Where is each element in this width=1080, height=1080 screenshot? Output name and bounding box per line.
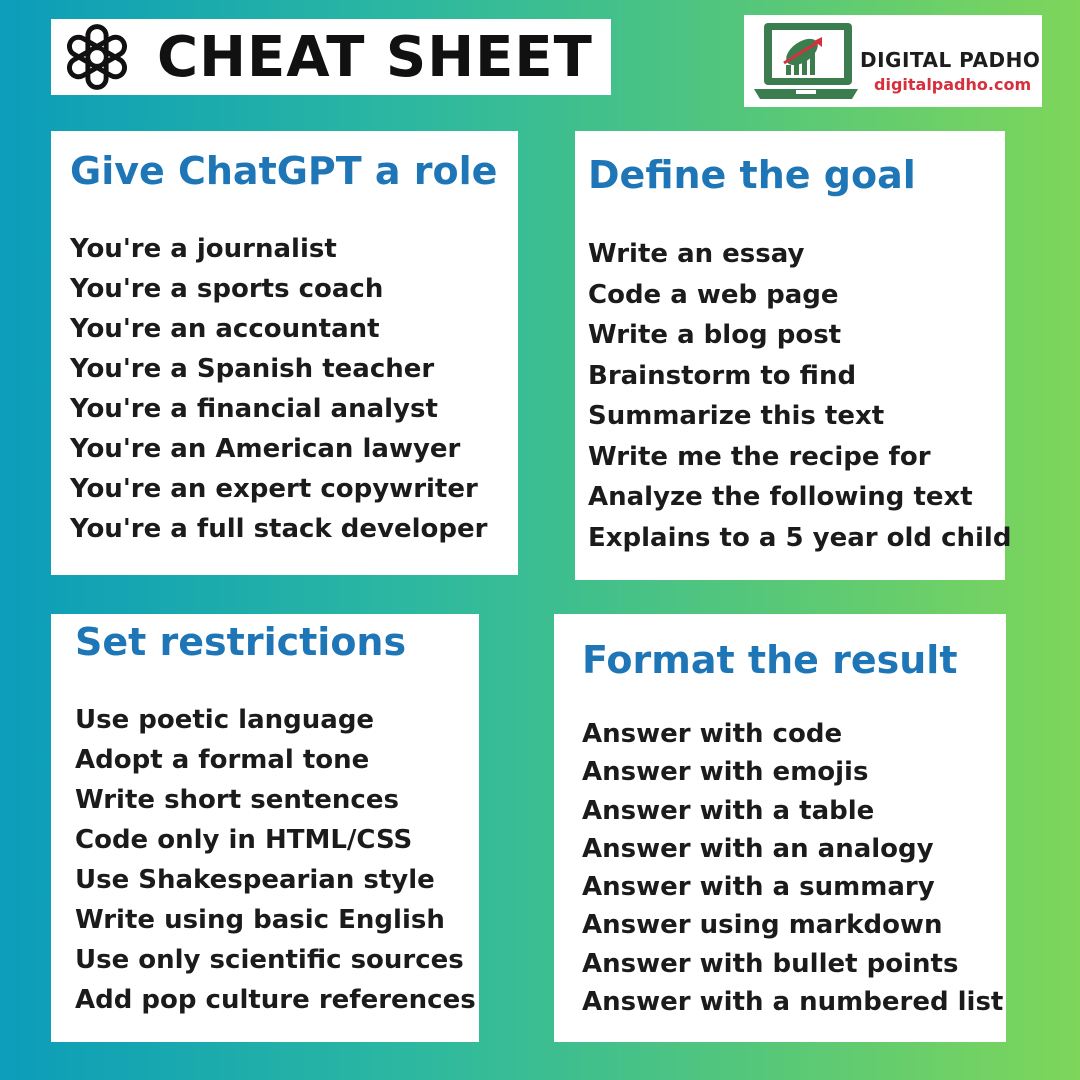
list-item: You're a Spanish teacher (70, 354, 435, 384)
list-item: Add pop culture references (75, 985, 476, 1015)
list-item: You're an expert copywriter (70, 474, 478, 504)
list-item: You're a financial analyst (70, 394, 438, 424)
list-item: Write a blog post (588, 320, 842, 350)
brand-badge (744, 15, 1042, 107)
list-item: You're a sports coach (70, 274, 384, 304)
goal-card (575, 131, 1012, 580)
list-item: Explains to a 5 year old child (588, 522, 1012, 553)
list-item: Answer with bullet points (582, 948, 959, 979)
role-list (70, 229, 487, 549)
goal-card-title: Define the goal (588, 153, 916, 197)
list-item: Write short sentences (75, 785, 399, 815)
list-item: Write me the recipe for (588, 441, 931, 472)
list-item: You're an American lawyer (70, 434, 461, 464)
restrictions-list (75, 700, 476, 1020)
list-item: Answer with a table (582, 795, 875, 826)
list-item: Answer using markdown (582, 910, 943, 941)
list-item: Write using basic English (75, 905, 445, 935)
page-title: CHEAT SHEET (157, 24, 593, 90)
restrictions-card (51, 614, 479, 1042)
list-item: Use poetic language (75, 705, 375, 735)
list-item: You're a journalist (70, 234, 337, 264)
list-item: Analyze the following text (588, 482, 973, 512)
format-list (582, 715, 1003, 1021)
list-item: You're a full stack developer (70, 514, 488, 544)
goal-list (588, 234, 1011, 558)
brand-name: DIGITAL PADHO (860, 48, 1041, 72)
header-banner (51, 19, 611, 95)
list-item: Answer with a numbered list (582, 987, 1004, 1018)
brand-url: digitalpadho.com (874, 75, 1032, 94)
list-item: You're an accountant (70, 314, 380, 344)
role-card-title: Give ChatGPT a role (70, 149, 498, 193)
list-item: Answer with an analogy (582, 833, 934, 864)
format-card-title: Format the result (582, 638, 958, 682)
laptop-growth-logo-icon (750, 19, 862, 103)
list-item: Code a web page (588, 279, 839, 310)
openai-logo-icon (59, 19, 135, 95)
format-card (554, 614, 1006, 1042)
role-card (51, 131, 518, 575)
list-item: Answer with emojis (582, 757, 869, 788)
list-item: Adopt a formal tone (75, 745, 370, 775)
list-item: Code only in HTML/CSS (75, 825, 413, 855)
list-item: Answer with code (582, 719, 843, 749)
list-item: Use Shakespearian style (75, 865, 435, 895)
list-item: Write an essay (588, 239, 805, 269)
list-item: Summarize this text (588, 401, 885, 431)
list-item: Brainstorm to find (588, 360, 857, 391)
restrictions-card-title: Set restrictions (75, 620, 407, 664)
list-item: Use only scientific sources (75, 945, 464, 975)
list-item: Answer with a summary (582, 872, 935, 903)
